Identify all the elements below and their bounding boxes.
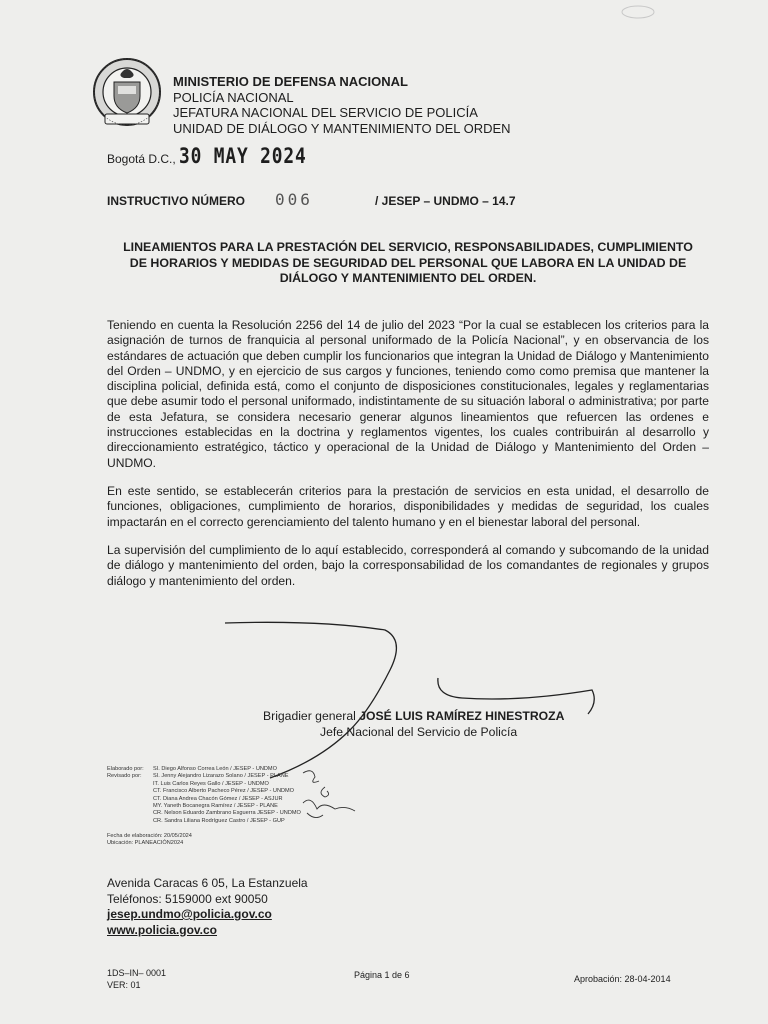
revisado-label: Revisado por: <box>107 773 142 780</box>
doc-code: 1DS–IN– 0001 <box>107 968 167 978</box>
unit-name: UNIDAD DE DIÁLOGO Y MANTENIMIENTO DEL ORDEN <box>173 120 511 136</box>
email-link[interactable]: jesep.undmo@policia.gov.co <box>107 907 272 921</box>
website-link[interactable]: www.policia.gov.co <box>107 922 218 937</box>
reviewer-initials <box>295 765 365 825</box>
reviewer-item: SI. Jenny Alejandro Lizarazo Solano / JESEP - PLANE <box>153 773 289 780</box>
handwritten-signature <box>200 610 620 780</box>
paragraph-1: Teniendo en cuenta la Resolución 2256 del 14 de julio del 2023 “Por la cual se establecen los criterios para la asignación de turnos de franquicia al personal uniformado de la Policía Nacional”, y en observancia de los estándares de actuación que deben cumplir los funcionarios que integran la Unidad de Diálogo y Mantenimiento del Orden – UNDMO, y en ejercicio de sus cargos y funciones, teniendo como como premisa que mantener la disciplina policial, definida está, como el conjunto de disposiciones constitucionales, legales y reglamentarias que debe asumir todo el personal uniformado, indistintamente de su situación laboral o administrativa; por parte de esta Jefatura, se considera necesario generar algunos lineamientos que refuercen las ordenes e instrucciones establecidas en la doctrina y reglamentos vigentes, los cuales contribuirán al desarrollo y direccionamiento estratégico, táctico y operacional de la Unidad de Diálogo y Mantenimiento del Orden – UNDMO. <box>107 318 709 470</box>
page-number: Página 1 de 6 <box>354 970 410 980</box>
title-line-3: DIÁLOGO Y MANTENIMIENTO DEL ORDEN. <box>279 271 537 285</box>
paragraph-3: La supervisión del cumplimiento de lo aquí establecido, corresponderá al comando y subcomando de la unidad de diálogo y mantenimiento del orden, bajo la corresponsabilidad de los comandantes de regionales y grupos diálogo y mantenimiento del orden. <box>107 543 709 588</box>
fecha-elaboracion: Fecha de elaboración: 20/05/2024 <box>107 833 192 839</box>
metadata-block <box>107 833 192 848</box>
signer-name: JOSÉ LUIS RAMÍREZ HINESTROZA <box>359 709 565 723</box>
instructivo-line <box>107 190 537 209</box>
approval-date: Aprobación: 28-04-2014 <box>574 974 671 984</box>
ubicacion: Ubicación: PLANEACIÓN2024 <box>107 840 184 847</box>
reviewer-item: CT. Diana Andrea Chacón Gómez / JESEP - ASJUR <box>153 795 283 802</box>
street-address: Avenida Caracas 6 05, La Estanzuela <box>107 876 308 890</box>
title-line-1: LINEAMIENTOS PARA LA PRESTACIÓN DEL SERVICIO, RESPONSABILIDADES, CUMPLIMIENTO <box>123 240 693 254</box>
signer-rank: Brigadier general <box>263 709 356 723</box>
date-stamp: 30 MAY 2024 <box>179 144 307 168</box>
instructivo-code: / JESEP – UNDMO – 14.7 <box>375 194 516 208</box>
ministry-name: MINISTERIO DE DEFENSA NACIONAL <box>173 74 408 89</box>
signer-role: Jefe Nacional del Servicio de Policía <box>320 725 518 739</box>
city-label: Bogotá D.C., <box>107 152 176 166</box>
paragraph-2: En este sentido, se establecerán criterios para la prestación de servicios en esta unidad, el desarrollo de funciones, obligaciones, cumplimiento de horarios, disponibilidades y medidas de seguridad, los cuales impactarán en el correcto gerenciamiento del talento humano y en el bienestar laboral del personal. <box>107 484 709 529</box>
jefatura-name: JEFATURA NACIONAL DEL SERVICIO DE POLICÍA <box>173 105 478 120</box>
reviewer-item: CR. Sandra Liliana Rodríguez Castro / JESEP - GUP <box>153 817 285 824</box>
elaborado-value: SI. Diego Alfonso Correa León / JESEP - UNDMO <box>153 766 277 772</box>
faint-stamp-mark <box>620 4 656 20</box>
letterhead <box>173 74 511 136</box>
signer-line <box>263 709 564 723</box>
instructivo-label: INSTRUCTIVO NÚMERO <box>107 194 245 208</box>
footer-document-code <box>107 967 166 991</box>
document-title <box>108 240 708 287</box>
address-block <box>107 876 308 938</box>
national-police-seal <box>92 56 162 132</box>
title-line-2: DE HORARIOS Y MEDIDAS DE SEGURIDAD DEL PERSONAL QUE LABORA EN LA UNIDAD DE <box>129 255 687 270</box>
phone-number: Teléfonos: 5159000 ext 90050 <box>107 891 268 906</box>
instructivo-number: 006 <box>275 190 313 209</box>
date-line <box>107 144 329 168</box>
police-name: POLICÍA NACIONAL <box>173 89 294 105</box>
reviewer-item: MY. Yaneth Bocanegra Ramírez / JESEP - PLANE <box>153 803 278 810</box>
elaborado-label: Elaborado por: <box>107 766 144 772</box>
doc-version: VER: 01 <box>107 980 141 990</box>
reviewer-item: IT. Luis Carlos Reyes Gallo / JESEP - UNDMO <box>153 780 269 787</box>
reviewer-item: CT. Francisco Alberto Pacheco Pérez / JESEP - UNDMO <box>153 788 295 795</box>
reviewer-item: CR. Nelson Eduardo Zambrano Esguerra JESEP - UNDMO <box>153 810 301 817</box>
